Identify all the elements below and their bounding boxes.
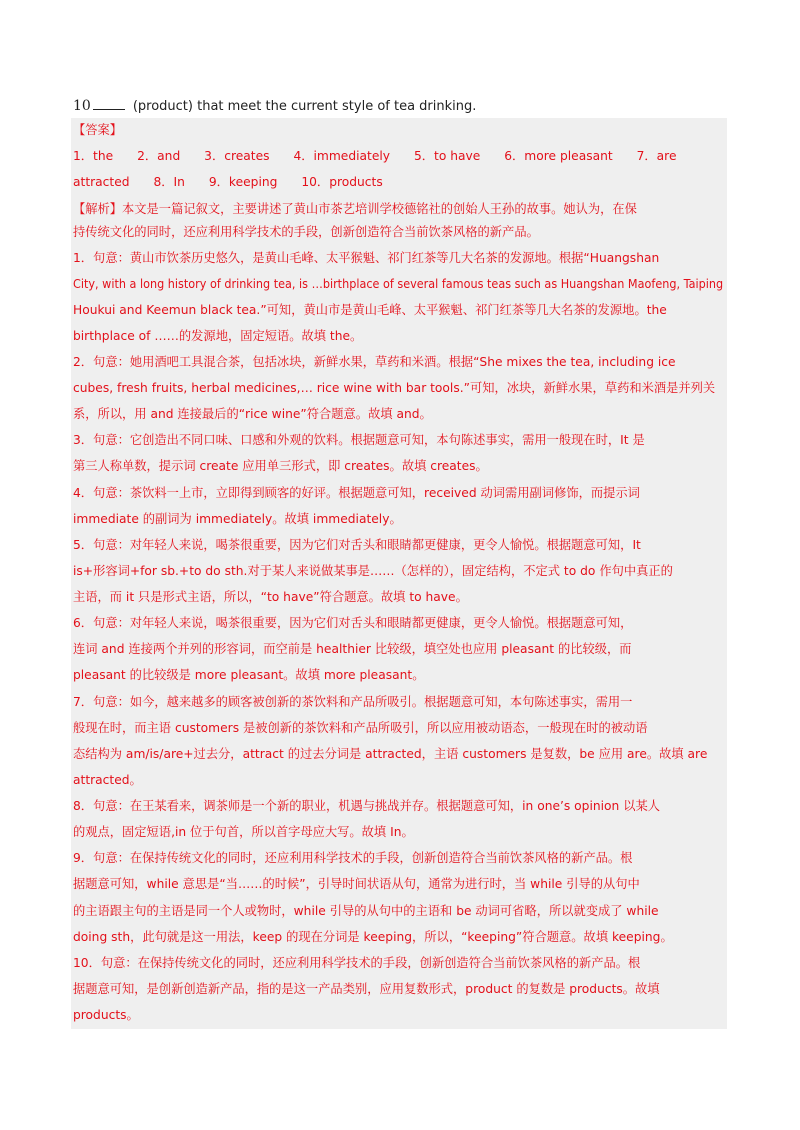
analysis-line: immediate 的副词为 immediately。故填 immediately。 xyxy=(73,512,402,526)
analysis-line: 态结构为 am/is/are+过去分，attract 的过去分词是 attracted，主语 customers 是复数，be 应用 are。故填 are xyxy=(73,747,708,761)
answer-item: attracted xyxy=(73,175,130,189)
analysis-line: 据题意可知，while 意思是“当……的时候”，引导时间状语从句，通常为进行时，当 while 引导的从句中 xyxy=(73,877,640,891)
analysis-line: 第三人称单数，提示词 create 应用单三形式，即 creates。故填 creates。 xyxy=(73,459,488,473)
analysis-line: 连词 and 连接两个并列的形容词，而空前是 healthier 比较级，填空处也应用 pleasant 的比较级，而 xyxy=(73,642,632,656)
analysis-line: birthplace of ……的发源地，固定短语。故填 the。 xyxy=(73,329,363,343)
analysis-line: 的主语跟主句的主语是同一个人或物时，while 引导的从句中的主语和 be 动词可省略，所以就变成了 while xyxy=(73,904,659,918)
analysis-line: City, with a long history of drinking tea, is …birthplace of several famous teas such as Huangshan Maofeng, Taiping xyxy=(73,277,724,291)
analysis-line: doing sth，此句就是这一用法，keep 的现在分词是 keeping，所以，“keeping”符合题意。故填 keeping。 xyxy=(73,930,673,944)
analysis-line: cubes, fresh fruits, herbal medicines,… rice wine with bar tools.”可知，冰块，新鲜水果，草药和米酒是并列关 xyxy=(73,381,716,395)
answer-row-2 xyxy=(73,172,723,192)
analysis-line: 9．句意：在保持传统文化的同时，还应利用科学技术的手段，创新创造符合当前饮茶风格的新产品。根 xyxy=(73,851,633,865)
analysis-line: 6．句意：对年轻人来说，喝茶很重要，因为它们对舌头和眼睛都更健康，更令人愉悦。根据题意可知， xyxy=(73,616,633,630)
answer-item: 7．are xyxy=(636,149,677,163)
analysis-line: 10．句意：在保持传统文化的同时，还应利用科学技术的手段，创新创造符合当前饮茶风格的新产品。根 xyxy=(73,956,641,970)
answer-header: 【答案】 xyxy=(73,123,123,137)
analysis-line: 【解析】本文是一篇记叙文，主要讲述了黄山市茶艺培训学校德铭社的创始人王孙的故事。她认为，在保 xyxy=(73,202,637,216)
analysis-line: 2．句意：她用酒吧工具混合茶，包括冰块，新鲜水果，草药和米酒。根据“She mixes the tea, including ice xyxy=(73,355,676,369)
analysis-line: products。 xyxy=(73,1008,139,1022)
answer-section xyxy=(71,118,727,1029)
analysis-line: 4．句意：茶饮料一上市，立即得到顾客的好评。根据题意可知，received 动词需用副词修饰，而提示词 xyxy=(73,486,640,500)
analysis-line: 据题意可知，是创新创造新产品，指的是这一产品类别，应用复数形式，product 的复数是 products。故填 xyxy=(73,982,660,996)
analysis-line: 系，所以，用 and 连接最后的“rice wine”符合题意。故填 and。 xyxy=(73,407,432,421)
answer-item: 6．more pleasant xyxy=(504,149,613,163)
analysis-line: 7．句意：如今，越来越多的顾客被创新的茶饮料和产品所吸引。根据题意可知，本句陈述事实，需用一 xyxy=(73,695,633,709)
analysis-line: 5．句意：对年轻人来说，喝茶很重要，因为它们对舌头和眼睛都更健康，更令人愉悦。根据题意可知，It xyxy=(73,538,641,552)
answer-item: 1．the xyxy=(73,149,114,163)
answer-item: 9．keeping xyxy=(208,175,278,189)
analysis-line: 3．句意：它创造出不同口味、口感和外观的饮料。根据题意可知，本句陈述事实，需用一般现在时，It 是 xyxy=(73,433,645,447)
analysis-line: is+形容词+for sb.+to do sth.对于某人来说做某事是……（怎样的），固定结构，不定式 to do 作句中真正的 xyxy=(73,564,673,578)
answer-item: 4．immediately xyxy=(293,149,391,163)
analysis-line: 主语，而 it 只是形式主语，所以，“to have”符合题意。故填 to have。 xyxy=(73,590,468,604)
analysis-line: pleasant 的比较级是 more pleasant。故填 more pleasant。 xyxy=(73,668,425,682)
question-line xyxy=(73,96,733,117)
analysis-line: 持传统文化的同时，还应利用科学技术的手段，创新创造符合当前饮茶风格的新产品。 xyxy=(73,225,539,239)
analysis-line: 的观点，固定短语,in 位于句首，所以首字母应大写。故填 In。 xyxy=(73,825,414,839)
answer-item: 8．In xyxy=(153,175,185,189)
analysis-line: 1．句意：黄山市饮茶历史悠久，是黄山毛峰、太平猴魁、祁门红茶等几大名茶的发源地。根据“Huangshan xyxy=(73,251,660,265)
answer-blank xyxy=(93,97,125,110)
analysis-line: Houkui and Keemun black tea.”可知，黄山市是黄山毛峰、太平猴魁、祁门红茶等几大名茶的发源地。the xyxy=(73,303,667,317)
question-number: 10 xyxy=(73,98,91,114)
answer-item: 10．products xyxy=(301,175,383,189)
answer-item: 3．creates xyxy=(204,149,270,163)
analysis-line: attracted。 xyxy=(73,773,142,787)
analysis-line: 般现在时，而主语 customers 是被创新的茶饮料和产品所吸引，所以应用被动语态，一般现在时的被动语 xyxy=(73,721,648,735)
answer-item: 2．and xyxy=(137,149,181,163)
answer-row-1 xyxy=(73,146,723,166)
question-text: (product) that meet the current style of tea drinking. xyxy=(132,99,477,114)
answer-item: 5．to have xyxy=(413,149,481,163)
analysis-line: 8．句意：在王某看来，调茶师是一个新的职业，机遇与挑战并存。根据题意可知，in one’s opinion 以某人 xyxy=(73,799,660,813)
